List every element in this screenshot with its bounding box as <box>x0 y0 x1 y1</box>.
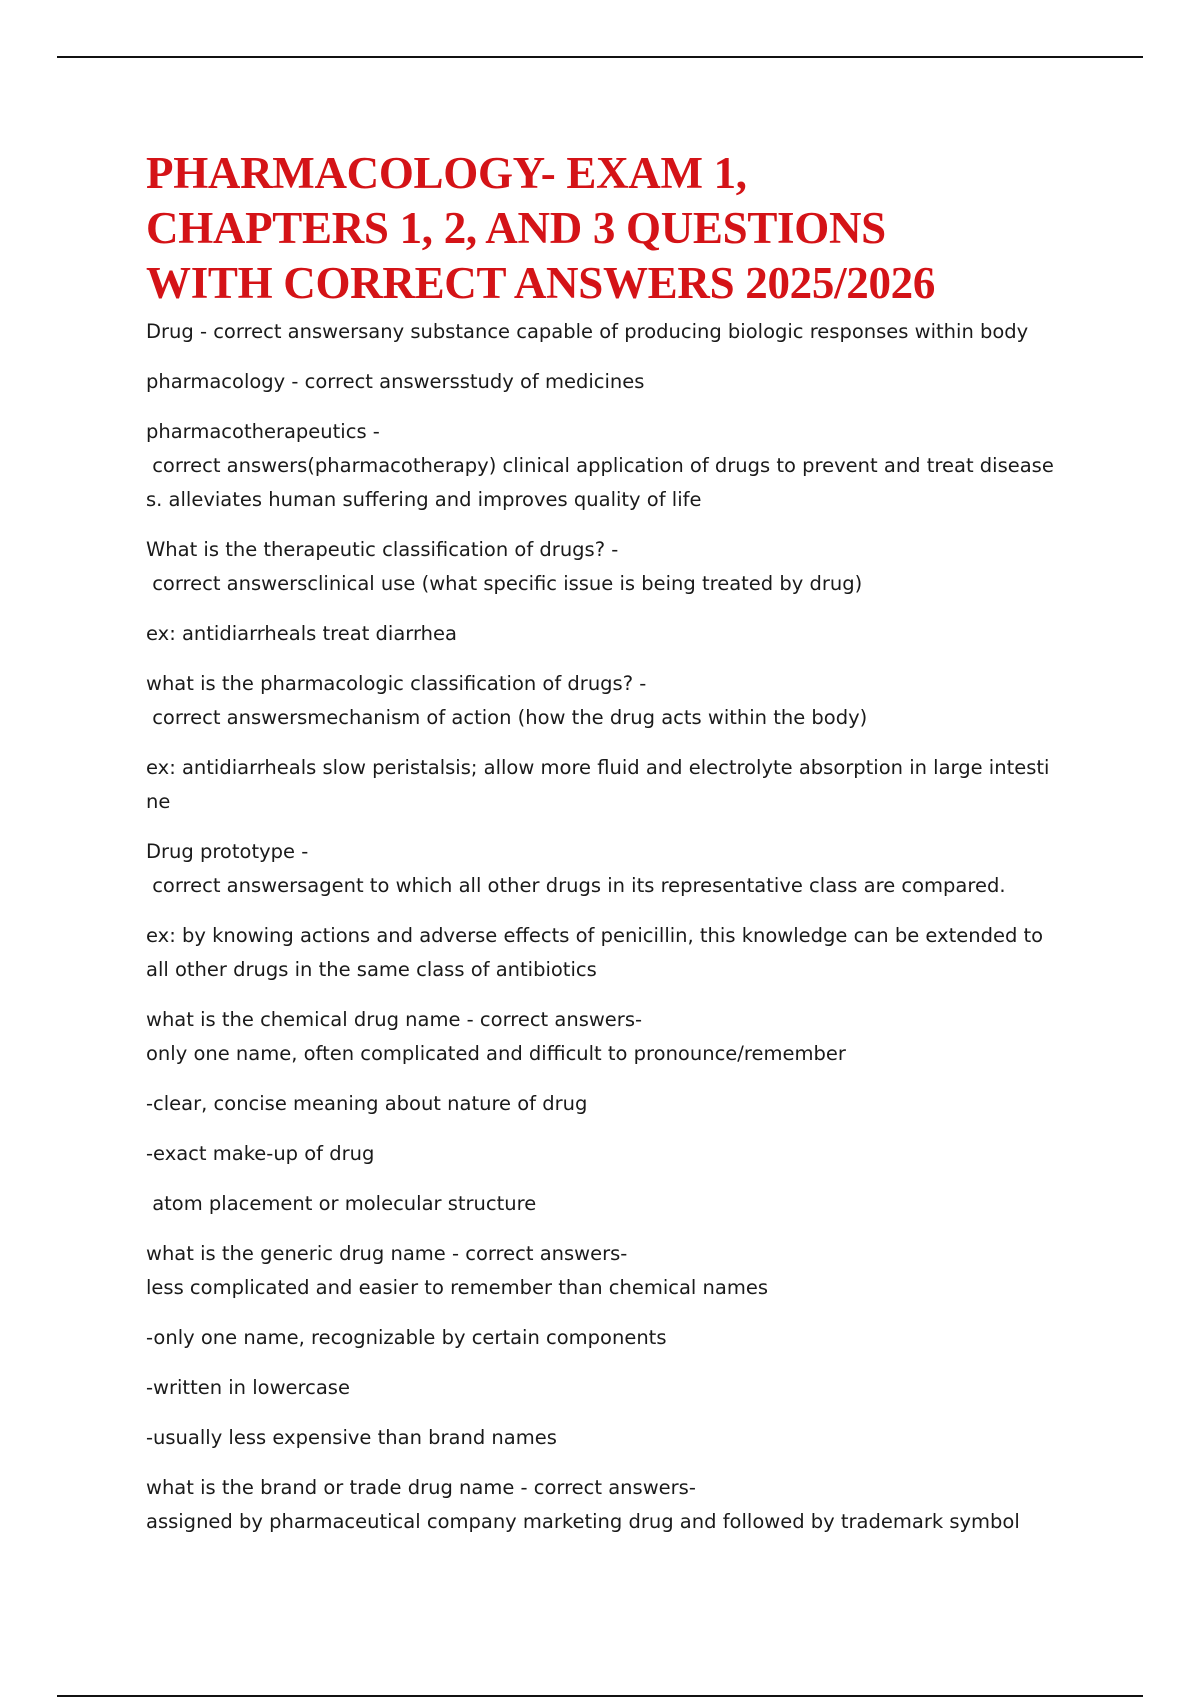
qa-line: pharmacotherapeutics - <box>146 420 380 443</box>
qa-line: ex: by knowing actions and adverse effects of penicillin, this knowledge can be extended to <box>146 924 1044 947</box>
qa-line: pharmacology - correct answersstudy of medicines <box>146 370 645 393</box>
qa-line: What is the therapeutic classification of drugs? - <box>146 538 619 561</box>
document-body <box>146 146 1081 1539</box>
qa-line: what is the brand or trade drug name - correct answers- <box>146 1476 696 1499</box>
qa-line: -clear, concise meaning about nature of drug <box>146 1092 588 1115</box>
qa-line: atom placement or molecular structure <box>146 1192 537 1215</box>
title-line: WITH CORRECT ANSWERS 2025/2026 <box>146 258 936 308</box>
bottom-rule <box>57 1695 1143 1697</box>
title-line: CHAPTERS 1, 2, AND 3 QUESTIONS <box>146 203 886 253</box>
qa-line: correct answers(pharmacotherapy) clinical application of drugs to prevent and treat disease <box>146 454 1054 477</box>
qa-line: correct answersagent to which all other drugs in its representative class are compared. <box>146 874 1006 897</box>
qa-line: -exact make-up of drug <box>146 1142 375 1165</box>
qa-line: what is the generic drug name - correct answers- <box>146 1242 628 1265</box>
qa-line: less complicated and easier to remember than chemical names <box>146 1276 768 1299</box>
qa-line: ex: antidiarrheals slow peristalsis; allow more fluid and electrolyte absorption in large intesti <box>146 756 1050 779</box>
qa-line: s. alleviates human suffering and improves quality of life <box>146 488 702 511</box>
qa-line: -written in lowercase <box>146 1376 350 1399</box>
qa-line: assigned by pharmaceutical company marketing drug and followed by trademark symbol <box>146 1510 1020 1533</box>
qa-line: what is the pharmacologic classification of drugs? - <box>146 672 647 695</box>
qa-line: correct answersmechanism of action (how the drug acts within the body) <box>146 706 868 729</box>
qa-line: -usually less expensive than brand names <box>146 1426 557 1449</box>
qa-line: Drug - correct answersany substance capable of producing biologic responses within body <box>146 320 1029 343</box>
qa-line: -only one name, recognizable by certain components <box>146 1326 667 1349</box>
qa-line: only one name, often complicated and difficult to pronounce/remember <box>146 1042 846 1065</box>
qa-line: all other drugs in the same class of antibiotics <box>146 958 597 981</box>
qa-line: ne <box>146 790 171 813</box>
qa-line: ex: antidiarrheals treat diarrhea <box>146 622 457 645</box>
qa-line: correct answersclinical use (what specific issue is being treated by drug) <box>146 572 863 595</box>
top-rule <box>57 56 1143 58</box>
document-title <box>146 146 1081 311</box>
qa-line: what is the chemical drug name - correct answers- <box>146 1008 643 1031</box>
qa-list <box>146 315 1081 1539</box>
qa-line: Drug prototype - <box>146 840 309 863</box>
title-line: PHARMACOLOGY- EXAM 1, <box>146 148 747 198</box>
